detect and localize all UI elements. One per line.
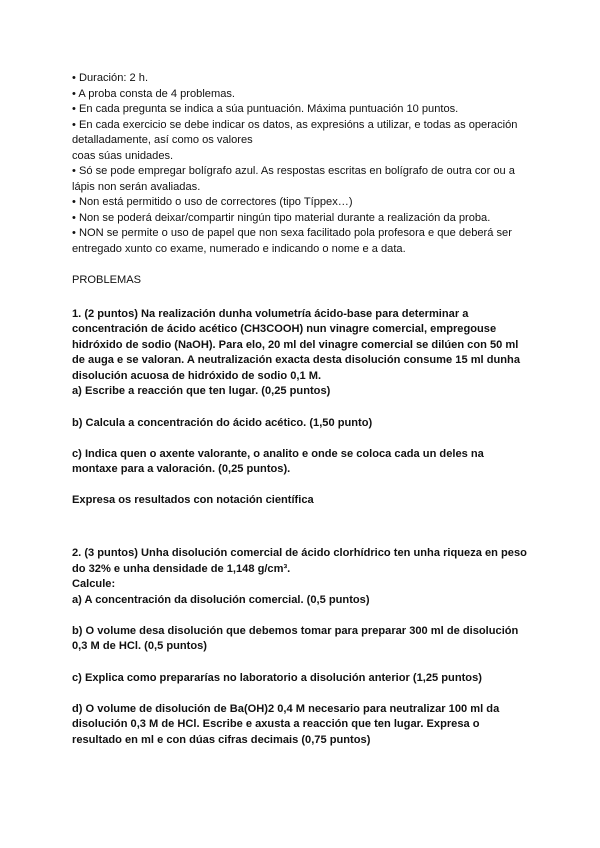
problem-1-statement-line: hidróxido de sodio (NaOH). Para elo, 20 ml del vinagre comercial se dilúen con 50 ml (72, 338, 519, 351)
problem-1-part-c-line: montaxe para a valoración. (0,25 puntos). (72, 463, 291, 476)
rule-line: • Só se pode empregar bolígrafo azul. As respostas escritas en bolígrafo de outra cor ou a (72, 165, 515, 177)
problem-2-statement-line: do 32% e unha densidade de 1,148 g/cm³. (72, 562, 291, 575)
rule-line: lápis non serán avaliadas. (72, 180, 201, 193)
problem-2-part-d-line: d) O volume de disolución de Ba(OH)2 0,4 M necesario para neutralizar 100 ml da (72, 702, 500, 715)
problem-1-part-c (72, 447, 542, 478)
exam-content (72, 71, 542, 748)
rule-line: • Duración: 2 h. (72, 72, 149, 84)
problem-2-part-a: a) A concentración da disolución comercial. (0,5 puntos) (72, 593, 370, 606)
rule-line: • Non está permitido o uso de correctores (tipo Típpex…) (72, 196, 353, 208)
problem-1-part-a: a) Escribe a reacción que ten lugar. (0,25 puntos) (72, 385, 331, 398)
problem-2-part-d-line: disolución 0,3 M de HCl. Escribe e axusta a reacción que ten lugar. Expresa o (72, 718, 480, 731)
problem-1-note: Expresa os resultados con notación científica (72, 494, 314, 507)
problem-1-statement-line: concentración de ácido acético (CH3COOH) nun vinagre comercial, empregouse (72, 323, 497, 336)
problem-1-statement-line: de auga e se valoran. A neutralización exacta desta disolución consume 15 ml dunha (72, 354, 520, 367)
rule-line: entregado xunto co exame, numerado e indicando o nome e a data. (72, 242, 406, 255)
rule-line: coas súas unidades. (72, 149, 174, 162)
problem-1-part-c-line: c) Indica quen o axente valorante, o analito e onde se coloca cada un deles na (72, 447, 484, 460)
problem-2-part-c: c) Explica como prepararías no laboratorio a disolución anterior (1,25 puntos) (72, 671, 482, 684)
problem-2-part-d-line: resultado en ml e con dúas cifras decimais (0,75 puntos) (72, 733, 371, 746)
problem-1-part-b: b) Calcula a concentración do ácido acético. (1,50 punto) (72, 416, 373, 429)
problem-2-part-b-line: 0,3 M de HCl. (0,5 puntos) (72, 640, 207, 653)
rule-line: • En cada pregunta se indica a súa puntuación. Máxima puntuación 10 puntos. (72, 103, 459, 115)
rule-line: • En cada exercicio se debe indicar os datos, as expresións a utilizar, e todas as operación (72, 118, 518, 131)
rule-line: • Non se poderá deixar/compartir ningún tipo material durante a realización da proba. (72, 211, 491, 224)
problem-2-part-d (72, 702, 542, 749)
problems-heading: PROBLEMAS (72, 274, 142, 286)
problem-2-part-b-line: b) O volume desa disolución que debemos tomar para preparar 300 ml de disolución (72, 624, 519, 637)
problem-2-statement-line: 2. (3 puntos) Unha disolución comercial de ácido clorhídrico ten unha riqueza en peso (72, 546, 527, 559)
problem-2-part-b (72, 624, 542, 655)
problem-1-statement-line: disolución acuosa de hidróxido de sodio 0,1 M. (72, 369, 322, 382)
rule-line: detalladamente, así como os valores (72, 134, 253, 146)
problem-2 (72, 546, 542, 748)
problem-2-statement-line: Calcule: (72, 578, 116, 591)
rule-line: • A proba consta de 4 problemas. (72, 87, 235, 100)
problem-1-statement-line: 1. (2 puntos) Na realización dunha volumetría ácido-base para determinar a (72, 307, 469, 320)
rule-line: • NON se permite o uso de papel que non sexa facilitado pola profesora e que deberá ser (72, 227, 512, 239)
problem-1 (72, 307, 542, 509)
exam-rules (72, 71, 542, 257)
